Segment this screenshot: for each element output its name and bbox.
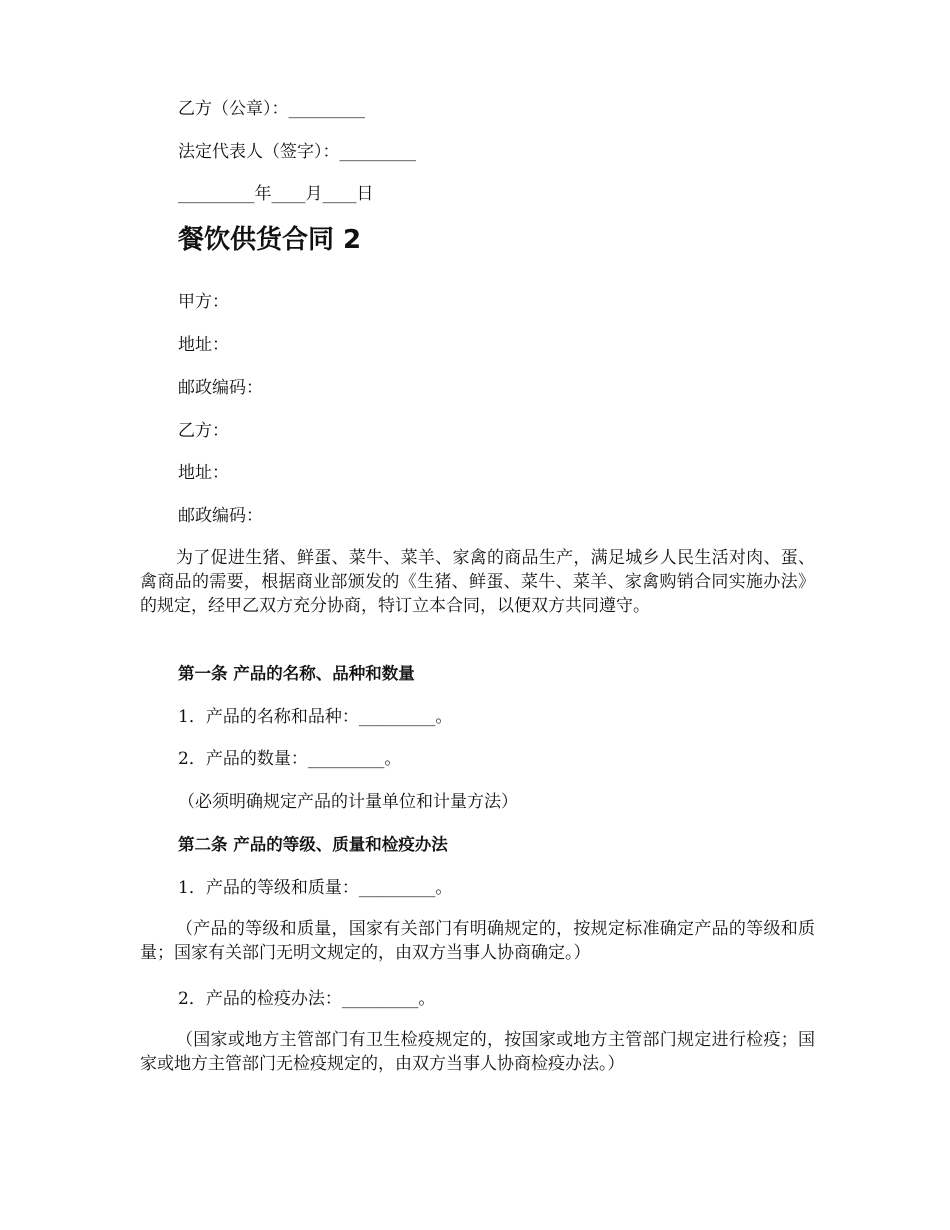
- legal-rep-signature-line: 法定代表人（签字）：_________: [178, 142, 416, 162]
- article2-item2: 2．产品的检疫办法：_________。: [178, 989, 436, 1009]
- address-a-label: 地址：: [178, 335, 229, 355]
- article1-item2: 2．产品的数量：_________。: [178, 749, 402, 769]
- address-b-label: 地址：: [178, 463, 229, 483]
- party-b-label: 乙方：: [178, 421, 229, 441]
- article2-heading: 第二条 产品的等级、质量和检疫办法: [178, 835, 448, 854]
- postcode-b-label: 邮政编码：: [178, 506, 263, 526]
- postcode-a-label: 邮政编码：: [178, 378, 263, 398]
- article2-item1: 1．产品的等级和质量：_________。: [178, 878, 453, 898]
- party-b-seal-line: 乙方（公章）：_________: [178, 99, 365, 119]
- article1-note: （必须明确规定产品的计量单位和计量方法）: [178, 792, 518, 812]
- article2-note2: （国家或地方主管部门有卫生检疫规定的，按国家或地方主管部门规定进行检疫；国家或地方主管部门无检疫规定的，由双方当事人协商检疫办法。）: [140, 1030, 815, 1074]
- contract-title: 餐饮供货合同 2: [178, 225, 362, 255]
- article1-heading: 第一条 产品的名称、品种和数量: [178, 664, 415, 683]
- article1-item1: 1．产品的名称和品种：_________。: [178, 707, 453, 727]
- article2-note1: （产品的等级和质量，国家有关部门有明确规定的，按规定标准确定产品的等级和质量；国家有关部门无明文规定的，由双方当事人协商确定。）: [140, 919, 815, 963]
- intro-paragraph: 为了促进生猪、鲜蛋、菜牛、菜羊、家禽的商品生产，满足城乡人民生活对肉、蛋、禽商品的需要，根据商业部颁发的《生猪、鲜蛋、菜牛、菜羊、家禽购销合同实施办法》的规定，经甲乙双方充分协商，特订立本合同，以便双方共同遵守。: [140, 548, 815, 616]
- party-a-label: 甲方：: [178, 292, 229, 312]
- date-line: _________年____月____日: [178, 184, 374, 204]
